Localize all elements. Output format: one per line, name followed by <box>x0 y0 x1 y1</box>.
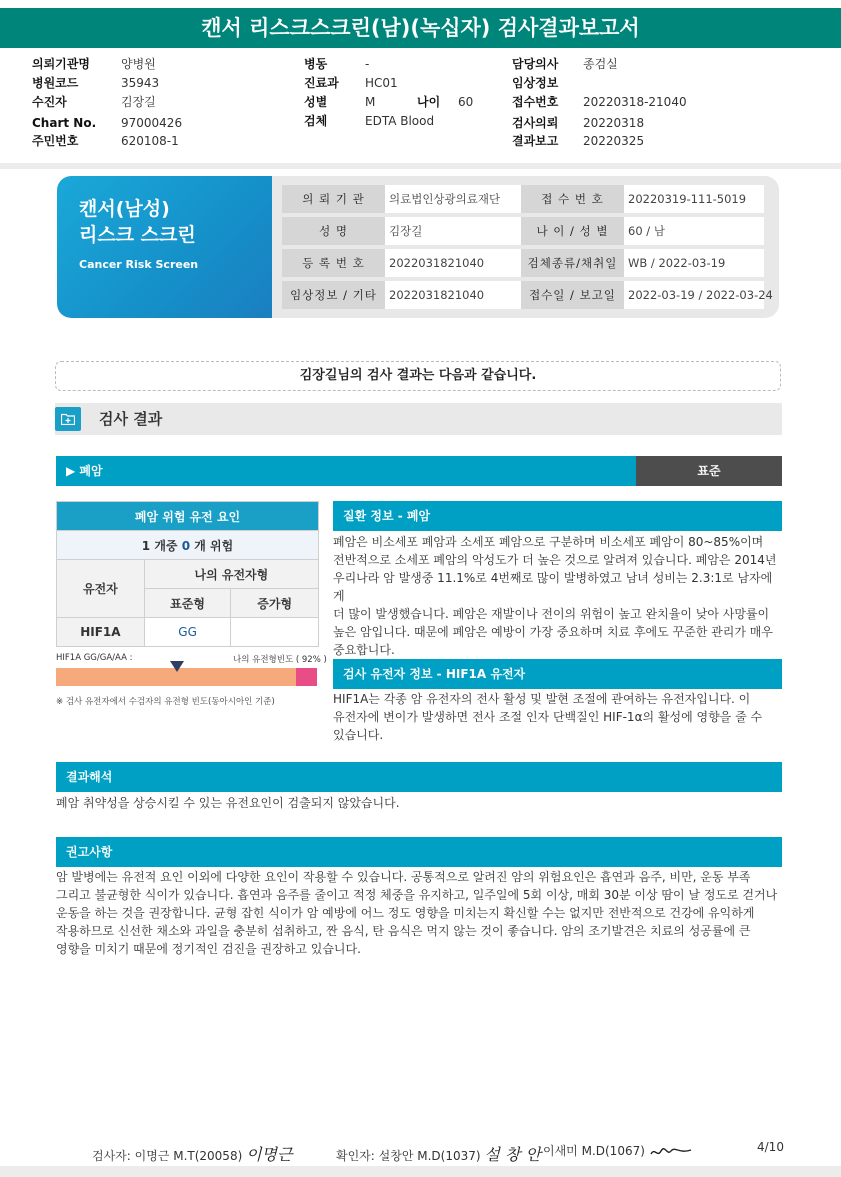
info-department: 진료과 <box>304 76 339 90</box>
card-value: 2022031821040 <box>385 249 521 277</box>
card-label: 임상정보 / 기타 <box>282 281 385 309</box>
greeting-box: 김장길님의 검사 결과는 다음과 같습니다. <box>55 361 781 391</box>
card-value: WB / 2022-03-19 <box>624 249 764 277</box>
card-label: 등 록 번 호 <box>282 249 385 277</box>
info-sex-value: M <box>365 95 376 109</box>
card-label: 성 명 <box>282 217 385 245</box>
interpretation-text: 폐암 취약성을 상승시킬 수 있는 유전요인이 검출되지 않았습니다. <box>56 796 400 810</box>
info-ward: 병동 <box>304 57 328 71</box>
card-value: 2022-03-19 / 2022-03-24 <box>624 281 764 309</box>
info-patient: 수진자 <box>32 95 67 109</box>
gene-info-text: HIF1A는 각종 암 유전자의 전사 활성 및 발현 조절에 관여하는 유전자입니다. 이 유전자에 변이가 발생하면 전사 조절 인자 단백질인 HIF-1α의 활성에 영향을 줄 수 있습니다. <box>333 692 763 742</box>
card-value: 60 / 남 <box>624 217 764 245</box>
info-request: 검사의뢰 <box>512 116 559 130</box>
card-label: 나 이 / 성 별 <box>521 217 624 245</box>
confirmer-sig-script: 설 창 안 <box>484 1145 541 1164</box>
card-label: 접 수 번 호 <box>521 185 624 213</box>
freq-bar-segment <box>296 668 317 686</box>
card-row <box>282 249 772 277</box>
confirmer-signature: 확인자: 설창안 M.D(1037) 설 창 안 <box>336 1145 541 1164</box>
card-value: 2022031821040 <box>385 281 521 309</box>
report-title: 캔서 리스크스크린(남)(녹십자) 검사결과보고서 <box>0 8 841 48</box>
gene-info-header: 검사 유전자 정보 - HIF1A 유전자 <box>333 659 782 689</box>
info-patient-value: 김장길 <box>121 95 156 109</box>
my-genotype-header: 나의 유전자형 <box>144 560 318 589</box>
info-resident-no-value: 620108-1 <box>121 134 179 148</box>
card-banner <box>57 176 272 318</box>
card-label: 접수일 / 보고일 <box>521 281 624 309</box>
info-department-value: HC01 <box>365 76 398 90</box>
freq-left-label: HIF1A GG/GA/AA : <box>56 653 133 663</box>
info-receipt-no-value: 20220318-21040 <box>583 95 687 109</box>
info-resident-no: 주민번호 <box>32 134 79 148</box>
card-value: 김장길 <box>385 217 521 245</box>
info-hospital-name-value: 양병원 <box>121 57 156 71</box>
info-specimen-value: EDTA Blood <box>365 114 435 128</box>
disease-bar: ▶ 폐암 <box>56 456 636 486</box>
standard-header: 표준형 <box>144 589 231 618</box>
card-row <box>282 281 772 309</box>
info-clinical: 임상정보 <box>512 76 559 90</box>
info-doctor: 담당의사 <box>512 57 559 71</box>
info-request-value: 20220318 <box>583 116 645 130</box>
info-age-value: 60 <box>458 95 474 109</box>
gene-name: HIF1A <box>57 618 145 647</box>
disease-info-text: 폐암은 비소세포 폐암과 소세포 폐암으로 구분하며 비소세포 폐암이 80~85%이며 전반적으로 소세포 폐암의 악성도가 더 높은 것으로 알려져 있습니다. 폐암은 2014년 우리나라 암 발생중 11.1%로 4번째로 많이 발병하였고 남녀 성비는 2.3:1로 남자에게 더 많이 발생했습니다. 폐암은 재발이나 전이의 위험이 높고 완치율이 낮아 사망률이 높은 암입니다. 때문에 폐암은 예방이 가장 중요하며 치료 후에도 꾸준한 관리가 매우 중요합니다. <box>333 535 777 657</box>
section-title: 검사 결과 <box>99 410 163 428</box>
info-specimen: 검체 <box>304 114 328 128</box>
info-doctor-value: 종검실 <box>583 57 618 71</box>
info-age: 나이 <box>417 95 441 109</box>
increase-header: 증가형 <box>231 589 319 618</box>
disease-info-header: 질환 정보 - 폐암 <box>333 501 782 531</box>
gene-table-summary: 1 개중 0 개 위험 <box>57 531 319 560</box>
card-title-line2: 리스크 스크린 <box>79 224 196 246</box>
doctor2-signature: 이새미 M.D(1067) <box>543 1142 693 1159</box>
examiner-sig-script: 이명근 <box>246 1145 293 1164</box>
gene-table <box>56 501 319 647</box>
section-header <box>55 403 782 435</box>
info-ward-value: - <box>365 57 370 71</box>
info-chart-no: Chart No. <box>32 116 97 130</box>
card-value: 의료법인상광의료재단 <box>385 185 521 213</box>
card-title-line1: 캔서(남성) <box>79 198 170 220</box>
signature-scribble-icon <box>649 1145 693 1159</box>
card-label: 의 뢰 기 관 <box>282 185 385 213</box>
standard-value: GG <box>144 618 231 647</box>
examiner-signature: 검사자: 이명근 M.T(20058) 이명근 <box>92 1145 293 1164</box>
info-chart-no-value: 97000426 <box>121 116 183 130</box>
recommendation-header: 권고사항 <box>56 837 782 867</box>
info-report-value: 20220325 <box>583 134 645 148</box>
report-card <box>57 176 779 318</box>
freq-marker-icon <box>170 661 184 672</box>
info-hospital-code-value: 35943 <box>121 76 160 90</box>
card-value: 20220319-111-5019 <box>624 185 764 213</box>
freq-note: ※ 검사 유전자에서 수검자의 유전형 빈도(동아시아인 기준) <box>56 697 275 707</box>
folder-plus-icon <box>55 407 81 431</box>
info-hospital-name: 의뢰기관명 <box>32 57 90 71</box>
bottom-band <box>0 1166 841 1177</box>
card-row <box>282 217 772 245</box>
info-hospital-code: 병원코드 <box>32 76 79 90</box>
info-receipt-no: 접수번호 <box>512 95 559 109</box>
card-label: 검체종류/채취일 <box>521 249 624 277</box>
card-row <box>282 185 772 213</box>
gene-table-title: 폐암 위험 유전 요인 <box>57 502 319 531</box>
increase-value <box>231 618 319 647</box>
gene-header: 유전자 <box>57 560 145 618</box>
status-badge: 표준 <box>636 456 782 486</box>
card-subtitle: Cancer Risk Screen <box>79 258 199 271</box>
page-number: 4/10 <box>757 1140 784 1154</box>
info-sex: 성별 <box>304 95 328 109</box>
separator-band <box>0 163 841 169</box>
freq-right-label: 나의 유전형빈도 ( 92% ) <box>233 655 327 665</box>
interpretation-header: 결과해석 <box>56 762 782 792</box>
info-report: 결과보고 <box>512 134 559 148</box>
recommendation-text: 암 발병에는 유전적 요인 이외에 다양한 요인이 작용할 수 있습니다. 공통적으로 알려진 암의 위험요인은 흡연과 음주, 비만, 운동 부족 그리고 불균형한 식이가 있습니다. 흡연과 음주를 줄이고 적정 체중을 유지하고, 일주일에 5회 이상, 매회 30분 이상 땀이 날 정도로 걷거나 운동을 하는 것을 권장합니다. 균형 잡힌 식이가 암 예방에 어느 정도 영향을 미치는지 확신할 수는 없지만 전반적으로 건강에 유익하게 작용하므로 신선한 채소와 과일을 충분히 섭취하고, 짠 음식, 탄 음식은 먹지 않는 것이 좋습니다. 암의 조기발견은 치료의 성공률에 큰 영향을 미치기 때문에 정기적인 검진을 권장하고 있습니다. <box>56 870 778 956</box>
